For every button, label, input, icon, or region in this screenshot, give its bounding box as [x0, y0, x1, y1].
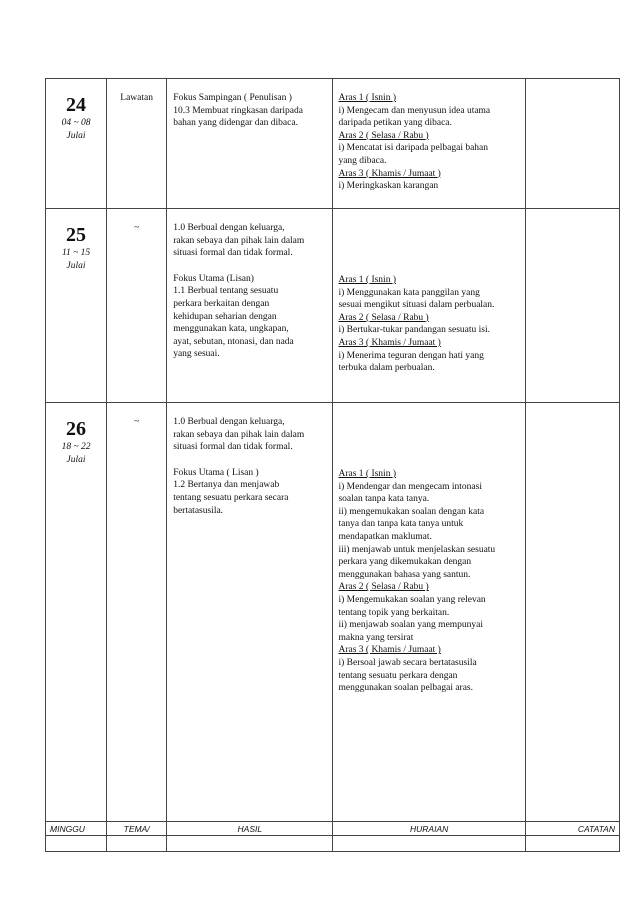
hasil-line: 1.1 Berbual tentang sesuatu [173, 286, 279, 297]
huraian-line: i) Menggunakan kata panggilan yang [338, 287, 480, 298]
aras-heading: Aras 3 ( Khamis / Jumaat ) [338, 168, 441, 179]
footer-huraian: HURAIAN [333, 822, 525, 836]
hasil-line: kehidupan seharian dengan [173, 311, 277, 322]
huraian-spacer [338, 416, 520, 429]
aras-heading: Aras 1 ( Isnin ) [338, 93, 396, 103]
table-row [46, 403, 620, 852]
lesson-plan [45, 78, 620, 852]
hasil-line: Fokus Sampingan ( Penulisan ) [173, 93, 292, 103]
catatan-cell [525, 209, 619, 403]
footer-tema: TEMA/ [107, 822, 167, 836]
aras-heading: Aras 3 ( Khamis / Jumaat ) [338, 645, 441, 656]
huraian-line: i) Mengecam dan menyusun idea utama [338, 105, 491, 116]
aras-heading: Aras 3 ( Khamis / Jumaat ) [338, 337, 441, 348]
week-number: 24 [66, 94, 87, 116]
huraian-spacer [338, 442, 520, 455]
hasil-line: 10.3 Membuat ringkasan daripada [173, 105, 303, 116]
huraian-line: terbuka dalam perbualan. [338, 363, 435, 374]
hasil-line: tentang sesuatu perkara secara [173, 492, 289, 503]
huraian-line: ii) menjawab soalan yang mempunyai [338, 620, 484, 631]
hasil-line: menggunakan kata, ungkapan, [173, 324, 289, 335]
hasil-cell [167, 209, 333, 403]
huraian-cell [333, 209, 525, 403]
huraian-line: sesuai mengikut situasi dalam perbualan. [338, 300, 495, 311]
aras-heading: Aras 2 ( Selasa / Rabu ) [338, 130, 429, 141]
aras-heading: Aras 2 ( Selasa / Rabu ) [338, 312, 429, 323]
tema-text: ~ [134, 223, 140, 233]
hasil-line: situasi formal dan tidak formal. [173, 442, 293, 453]
footer-minggu: MINGGU [46, 822, 107, 836]
tema-cell [107, 79, 167, 209]
huraian-line: perkara yang dikemukakan dengan [338, 557, 472, 568]
huraian-line: i) Mengemukakan soalan yang relevan [338, 594, 486, 605]
hasil-line: Fokus Utama (Lisan) [173, 273, 254, 284]
table-footer-header [45, 821, 620, 836]
catatan-cell [525, 403, 619, 852]
hasil-line: Fokus Utama ( Lisan ) [173, 467, 259, 478]
week-month: Julai [66, 260, 86, 271]
tema-cell [107, 209, 167, 403]
huraian-line: ii) mengemukakan soalan dengan kata [338, 506, 485, 517]
tema-cell [107, 403, 167, 852]
week-dates: 11 ~ 15 [61, 248, 91, 258]
footer-row [46, 822, 620, 836]
tema-text: Lawatan [120, 93, 153, 103]
huraian-line: daripada petikan yang dibaca. [338, 118, 452, 129]
footer-catatan: CATATAN [525, 822, 619, 836]
week-number: 26 [66, 418, 87, 440]
week-number: 25 [66, 224, 87, 246]
aras-heading: Aras 1 ( Isnin ) [338, 275, 396, 285]
hasil-line: bertatasusila. [173, 505, 224, 516]
hasil-line: 1.0 Berbual dengan keluarga, [173, 223, 285, 233]
huraian-cell [333, 403, 525, 852]
huraian-line: i) Bersoal jawab secara bertatasusila [338, 657, 477, 668]
huraian-line: i) Bertukar-tukar pandangan sesuatu isi. [338, 325, 490, 336]
huraian-line: tanya dan tanpa kata tanya untuk [338, 519, 464, 530]
huraian-spacer [338, 235, 520, 248]
huraian-line: i) Mencatat isi daripada pelbagai bahan [338, 143, 489, 154]
huraian-line: tentang sesuatu perkara dengan [338, 670, 458, 681]
week-cell [46, 79, 107, 209]
aras-heading: Aras 2 ( Selasa / Rabu ) [338, 582, 429, 593]
huraian-spacer [338, 222, 520, 235]
hasil-line: situasi formal dan tidak formal. [173, 248, 293, 259]
huraian-cell [333, 79, 525, 209]
hasil-cell [167, 403, 333, 852]
hasil-line: 1.0 Berbual dengan keluarga, [173, 417, 285, 427]
huraian-line: iii) menjawab untuk menjelaskan sesuatu [338, 544, 496, 555]
aras-heading: Aras 1 ( Isnin ) [338, 469, 396, 479]
huraian-line: i) Menerima teguran dengan hati yang [338, 350, 484, 361]
week-month: Julai [66, 454, 86, 465]
huraian-line: menggunakan soalan pelbagai aras. [338, 683, 473, 694]
huraian-spacer [338, 261, 520, 274]
hasil-line: bahan yang didengar dan dibaca. [173, 118, 298, 129]
week-month: Julai [66, 130, 86, 141]
huraian-line: menggunakan bahasa yang santun. [338, 569, 471, 580]
hasil-line: ayat, sebutan, ntonasi, dan nada [173, 336, 294, 347]
tema-text: ~ [134, 417, 140, 427]
hasil-line: yang sesuai. [173, 349, 220, 360]
huraian-line: i) Meringkaskan karangan [338, 181, 439, 192]
huraian-spacer [338, 248, 520, 261]
table-row [46, 209, 620, 403]
huraian-line: i) Mendengar dan mengecam intonasi [338, 481, 482, 492]
footer-hasil: HASIL [167, 822, 333, 836]
week-cell [46, 403, 107, 852]
hasil-cell [167, 79, 333, 209]
lesson-plan-table [45, 78, 620, 852]
hasil-line: rakan sebaya dan pihak lain dalam [173, 429, 305, 440]
huraian-spacer [338, 455, 520, 468]
huraian-line: soalan tanpa kata tanya. [338, 494, 430, 505]
hasil-line: 1.2 Bertanya dan menjawab [173, 480, 280, 491]
week-dates: 04 ~ 08 [61, 118, 91, 128]
huraian-line: mendapatkan maklumat. [338, 531, 432, 542]
huraian-line: yang dibaca. [338, 155, 387, 166]
huraian-spacer [338, 429, 520, 442]
huraian-line: tentang topik yang berkaitan. [338, 607, 450, 618]
hasil-gap [173, 260, 328, 273]
table-row [46, 79, 620, 209]
huraian-line: makna yang tersirat [338, 632, 414, 643]
catatan-cell [525, 79, 619, 209]
hasil-line: perkara berkaitan dengan [173, 298, 270, 309]
week-dates: 18 ~ 22 [61, 442, 91, 452]
week-cell [46, 209, 107, 403]
hasil-gap [173, 454, 328, 467]
hasil-line: rakan sebaya dan pihak lain dalam [173, 235, 305, 246]
